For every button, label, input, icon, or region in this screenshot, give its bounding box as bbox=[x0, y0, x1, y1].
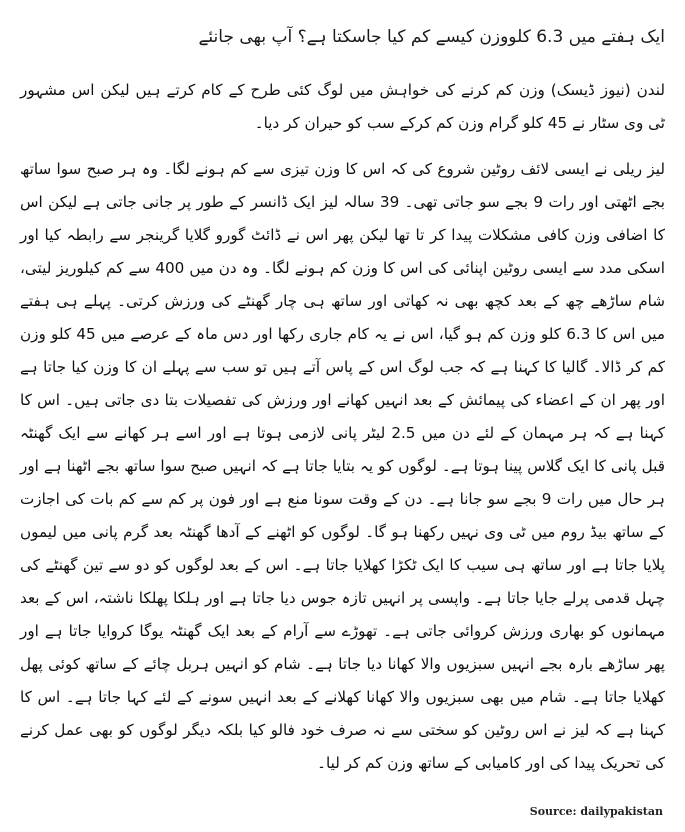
article-paragraph-intro: لندن (نیوز ڈیسک) وزن کم کرنے کی خواہش میں لوگ کئی طرح کے کام کرتے ہیں لیکن اس مشہور ٹی وی سٹار نے 45 کلو گرام وزن کم کرکے سب کو حیران کر دیا۔ bbox=[20, 81, 665, 132]
article-paragraph-main: لیز ریلی نے ایسی لائف روٹین شروع کی کہ اس کا وزن تیزی سے کم ہونے لگا۔ وہ ہر صبح سوا ساتھ بجے اٹھتی اور رات 9 بجے سو جاتی تھی۔ 39 سالہ لیز ایک ڈانسر کے طور پر جانی جاتی ہے لیکن اس کا اضافی وزن کافی مشکلات پیدا کر تا تھا لیکن پھر اس نے ڈائٹ گورو گلایا گرینجر سے رابطہ کیا اور اسکی مدد سے ایسی روٹین اپنائی کی اس کا وزن کم ہونے لگا۔ وہ دن میں 400 سے کم کیلوریز لیتی، شام ساڑھے چھ کے بعد کچھ بھی نہ کھاتی اور ساتھ ہی چار گھنٹے کی ورزش کرتی۔ پہلے ہی ہفتے میں اس کا 6.3 کلو وزن کم ہو گیا، اس نے یہ کام جاری رکھا اور دس ماہ کے عرصے میں 45 کلو وزن کم کر ڈالا۔ گالیا کا کہنا ہے کہ جب لوگ اس کے پاس آتے ہیں تو سب سے پہلے ان کا وزن کیا جاتا ہے اور پھر ان کے اعضاء کی پیمائش کے بعد انہیں کھانے اور ورزش کی تفصیلات بتا دی جاتی ہیں۔ اس کا کہنا ہے کہ ہر مہمان کے لئے دن میں 2.5 لیٹر پانی لازمی ہوتا ہے اور اسے ہر کھانے سے ایک گھنٹہ قبل پانی کا ایک گلاس پینا ہوتا ہے۔ لوگوں کو یہ بتایا جاتا ہے کہ انہیں صبح سوا ساتھ بجے اٹھنا ہے اور ہر حال میں رات 9 بجے سو جانا ہے۔ دن کے وقت سونا منع ہے اور فون پر کم سے کم بات کی اجازت کے ساتھ بیڈ روم میں ٹی وی نہیں رکھنا ہو گا۔ لوگوں کو اٹھنے کے آدھا گھنٹہ بعد گرم پانی میں لیموں پلایا جاتا ہے اور ساتھ ہی سیب کا ایک ٹکڑا کھلایا جاتا ہے۔ اس کے بعد لوگوں کو دو سے تین گھنٹے کی چہل قدمی پرلے جایا جاتا ہے۔ واپسی پر انہیں تازہ جوس دیا جاتا ہے اور ہلکا پھلکا ناشتہ، اس کے بعد مہمانوں کو بھاری ورزش کروائی جاتی ہے۔ تھوڑے سے آرام کے بعد ایک گھنٹہ یوگا کروایا جاتا ہے اور پھر ساڑھے بارہ بجے انہیں سبزیوں والا کھانا دیا جاتا ہے۔ شام کو انہیں ہربل چائے کے ساتھ کوئی پھل کھلایا جاتا ہے۔ شام میں بھی سبزیوں والا کھانا کھلانے کے بعد انہیں سونے کے لئے کہا جاتا ہے۔ اس کا کہنا ہے کہ لیز نے اس روٹین کو سختی سے نہ صرف خود فالو کیا بلکہ دیگر لوگوں کو بھی عمل کرنے کی تحریک پیدا کی اور کامیابی کے ساتھ وزن کم کر لیا۔ bbox=[20, 160, 666, 772]
source-credit: Source: dailypakistan bbox=[529, 805, 663, 818]
article-headline: ایک ہفتے میں 6.3 کلووزن کیسے کم کیا جاسکتا ہے؟ آپ بھی جانئے bbox=[198, 27, 665, 47]
article-body bbox=[20, 74, 665, 793]
